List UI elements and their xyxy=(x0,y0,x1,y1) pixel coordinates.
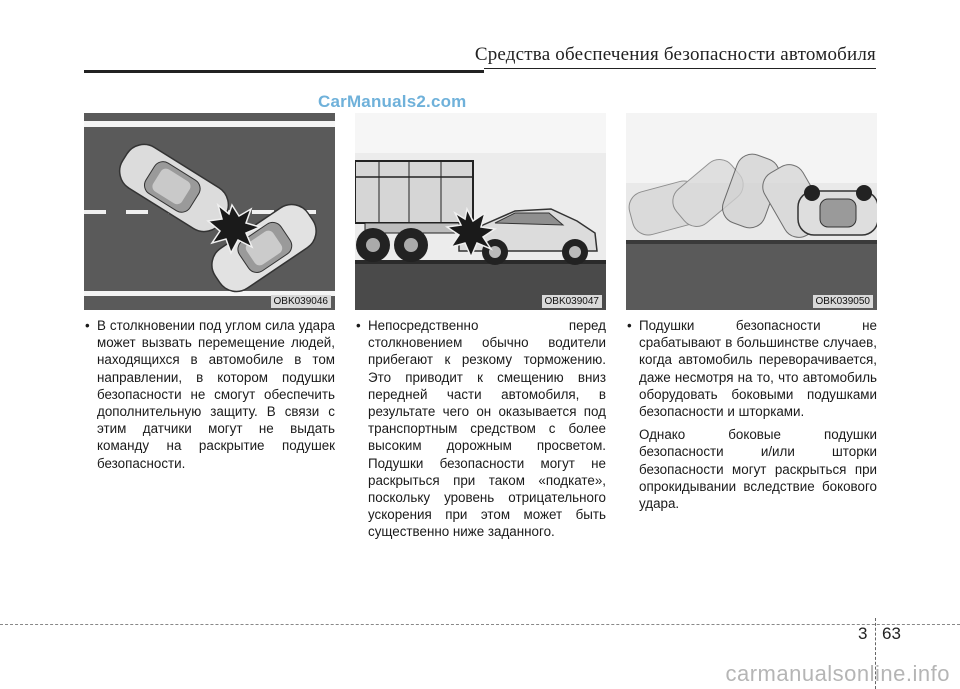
header-rule-thin xyxy=(484,68,876,69)
page-number: 63 xyxy=(882,624,901,643)
bullet-text: В столкновении под углом сила удара может вызвать перемещение людей, находящихся в автомобиле в том направлении, в котором подушки безопасности не смогут обеспечить дополнительную защиту. В связи с этим датчики могут не выдать команду на раскрытие подушек безопасности. xyxy=(97,318,335,471)
text-column-rollover xyxy=(626,317,877,512)
watermark-footer-link[interactable]: carmanualsonline.info xyxy=(725,661,950,686)
rollover-illustration xyxy=(626,113,877,310)
figure-code: OBK039046 xyxy=(271,295,332,308)
text-column-angle xyxy=(84,317,335,472)
bullet-dot: • xyxy=(627,318,632,333)
figure-angle-collision xyxy=(84,113,335,310)
bullet-text: Непосредственно перед столкновением обычно водители прибегают к резкому торможению. Это приводит к смещению вниз передней части автомобиля, в результате чего он оказывается под транспортным средством с более высоким дорожным просветом. Подушки безопасности могут не раскрыться при таком «подкате», поскольку уровень отрицательного ускорения при этом может быть существенно ниже заданного. xyxy=(368,318,606,540)
bullet-item xyxy=(84,317,335,472)
underride-illustration xyxy=(355,113,606,310)
bullet-dot: • xyxy=(356,318,361,333)
watermark-link[interactable]: CarManuals2.com xyxy=(318,92,467,111)
section-title: Средства обеспечения безопасности автомобиля xyxy=(474,44,876,65)
figure-code: OBK039047 xyxy=(542,295,603,308)
text-column-underride xyxy=(355,317,606,541)
bullet-text: Подушки безопасности не срабатывают в большинстве случаев, когда автомобиль переворачивается, даже несмотря на то, что автомобиль оборудовать боковыми подушками безопасности и шторками. xyxy=(639,318,877,420)
figure-code: OBK039050 xyxy=(813,295,874,308)
figure-rollover xyxy=(626,113,877,310)
header-rule xyxy=(84,70,484,73)
paragraph: Однако боковые подушки безопасности и/или шторки безопасности могут раскрыться при опрокидывании вследствие бокового удара. xyxy=(639,427,877,512)
footer-divider xyxy=(0,624,960,625)
bullet-item xyxy=(626,317,877,420)
chapter-number: 3 xyxy=(858,624,868,643)
bullet-dot: • xyxy=(85,318,90,333)
figure-underride-collision xyxy=(355,113,606,310)
angle-collision-illustration xyxy=(84,113,335,310)
bullet-item xyxy=(355,317,606,541)
